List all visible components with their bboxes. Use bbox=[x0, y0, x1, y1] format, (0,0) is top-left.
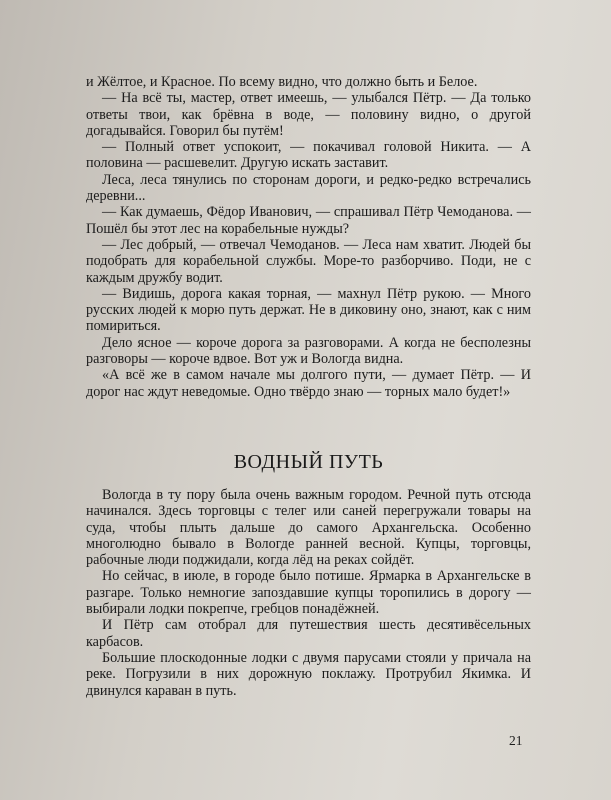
paragraph-dialogue: — Видишь, дорога какая торная, — махнул Пётр рукою. — Много русских людей к морю путь держат. Не в диковину оно, знают, как с ним помириться. bbox=[86, 285, 531, 335]
paragraph: Леса, леса тянулись по сторонам дороги, и редко-редко встречались деревни... bbox=[86, 171, 531, 205]
chapter-heading: ВОДНЫЙ ПУТЬ bbox=[233, 451, 384, 473]
paragraph: Дело ясное — короче дорога за разговорами. А когда не бесполезны разговоры — короче вдвое. Вот уж и Вологда видна. bbox=[86, 334, 531, 368]
paragraph: И Пётр сам отобрал для путешествия шесть десятивёсельных карбасов. bbox=[86, 617, 531, 650]
text-block-bottom bbox=[86, 487, 531, 699]
paragraph-dialogue: — Полный ответ успокоит, — покачивал головой Никита. — А половина — расшевелит. Другую искать заставит. bbox=[86, 139, 531, 172]
paragraph: Вологда в ту пору была очень важным городом. Речной путь отсюда начинался. Здесь торговцы с телег или саней перегружали товары на суда, чтобы плыть дальше до самого Архангельска. Особенно многолюдно бывало в Вологде ранней весной. Купцы, торговцы, рабочные люди поджидали, когда лёд на реках сойдёт. bbox=[86, 487, 531, 569]
paragraph-quote: «А всё же в самом начале мы долгого пути, — думает Пётр. — И дорог нас ждут неведомые. Одно твёрдо знаю — торных мало будет!» bbox=[86, 367, 531, 400]
paragraph-continuation: и Жёлтое, и Красное. По всему видно, что должно быть и Белое. bbox=[86, 74, 478, 90]
paragraph-dialogue: — Лес добрый, — отвечал Чемоданов. — Леса нам хватит. Людей бы подобрать для корабельной службы. Море-то разборчиво. Поди, не с каждым дружбу водит. bbox=[86, 236, 531, 286]
paragraph: Но сейчас, в июле, в городе было потише. Ярмарка в Архангельске в разгаре. Только немногие запоздавшие купцы торопились в дорогу — выбирали лодки покрепче, гребцов понадёжней. bbox=[86, 568, 531, 618]
text-block-top bbox=[86, 74, 531, 400]
page-number: 21 bbox=[509, 733, 523, 748]
paragraph: Большие плоскодонные лодки с двумя парусами стояли у причала на реке. Погрузили в них дорожную поклажу. Протрубил Якимка. И двинулся караван в путь. bbox=[86, 649, 531, 699]
paragraph-dialogue: — На всё ты, мастер, ответ имеешь, — улыбался Пётр. — Да только ответы твои, как брёвна в воде, — половину видно, о другой догадывайся. Говорил бы путём! bbox=[86, 90, 531, 139]
paragraph-dialogue: — Как думаешь, Фёдор Иванович, — спрашивал Пётр Чемоданова. — Пошёл бы этот лес на корабельные нужды? bbox=[86, 204, 531, 237]
